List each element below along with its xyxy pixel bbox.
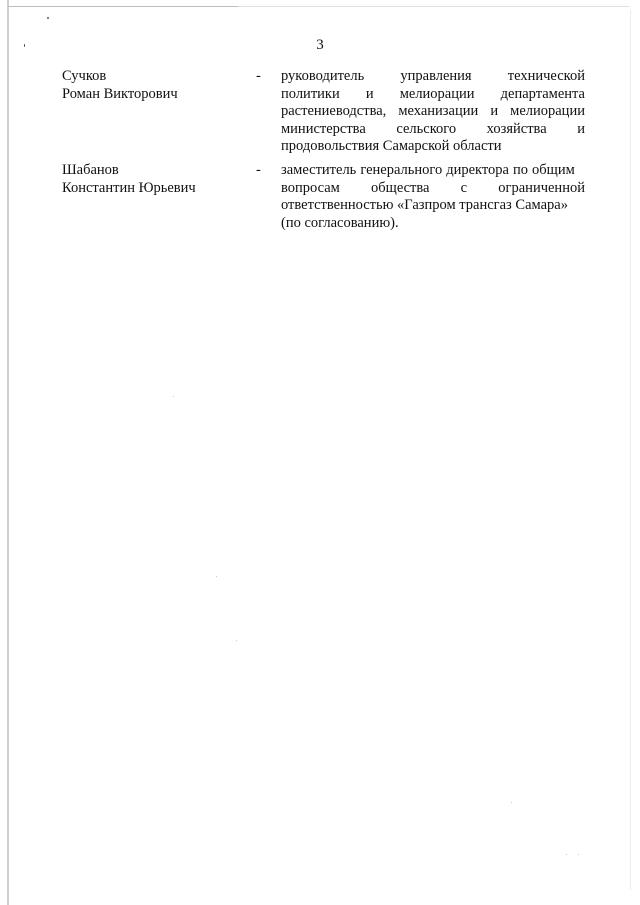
word: ответственностью «Газпром трансгаз Самара» — [281, 197, 568, 213]
member-position — [281, 68, 585, 156]
word: ограниченной — [498, 179, 585, 196]
member-given-names: Роман Викторович — [62, 85, 178, 102]
scan-speck — [47, 17, 49, 19]
position-line — [281, 103, 585, 121]
word: технической — [507, 68, 585, 84]
word: сельского — [396, 120, 457, 137]
position-line — [281, 68, 585, 86]
position-line — [281, 86, 585, 104]
word: руководитель — [281, 68, 365, 84]
word: управления — [400, 68, 472, 84]
position-line — [281, 197, 585, 215]
scan-edge-top — [8, 6, 238, 7]
word: и — [365, 85, 374, 102]
scan-edge-top-faint — [238, 6, 630, 7]
scan-speck — [578, 854, 579, 855]
word: (по согласованию). — [281, 214, 399, 231]
word: министерства — [281, 120, 366, 137]
word: политики — [281, 85, 340, 102]
word: хозяйства — [486, 120, 547, 137]
word: и — [490, 103, 499, 119]
position-line — [281, 162, 585, 180]
scan-speck — [173, 396, 174, 397]
position-line — [281, 121, 585, 139]
entry-dash: - — [256, 68, 261, 84]
word: вопросам — [281, 179, 340, 196]
scan-edge-right — [630, 10, 631, 890]
word: мелиорации — [399, 85, 475, 102]
word: департамента — [500, 85, 585, 102]
position-line — [281, 138, 585, 156]
scan-speck — [216, 576, 217, 577]
word: мелиорации — [510, 103, 585, 119]
member-surname: Сучков — [62, 68, 107, 84]
position-line — [281, 180, 585, 198]
member-position — [281, 162, 585, 232]
scan-edge-left — [7, 0, 9, 905]
word: продовольствия Самарской области — [281, 138, 502, 154]
word: механизации — [398, 103, 479, 119]
member-given-names: Константин Юрьевич — [62, 179, 196, 196]
member-name — [62, 68, 242, 103]
word: с — [460, 179, 468, 196]
word: растениеводства, — [281, 103, 387, 119]
word: заместитель генерального директора по общим — [281, 162, 575, 178]
member-surname: Шабанов — [62, 162, 119, 178]
word: и — [577, 120, 585, 137]
scan-speck — [511, 802, 512, 803]
page-number: 3 — [316, 37, 324, 53]
entry-dash: - — [256, 162, 261, 178]
scan-speck — [566, 854, 567, 855]
word: общества — [371, 179, 430, 196]
position-line — [281, 215, 585, 233]
scan-speck — [236, 640, 237, 641]
member-name — [62, 162, 242, 197]
